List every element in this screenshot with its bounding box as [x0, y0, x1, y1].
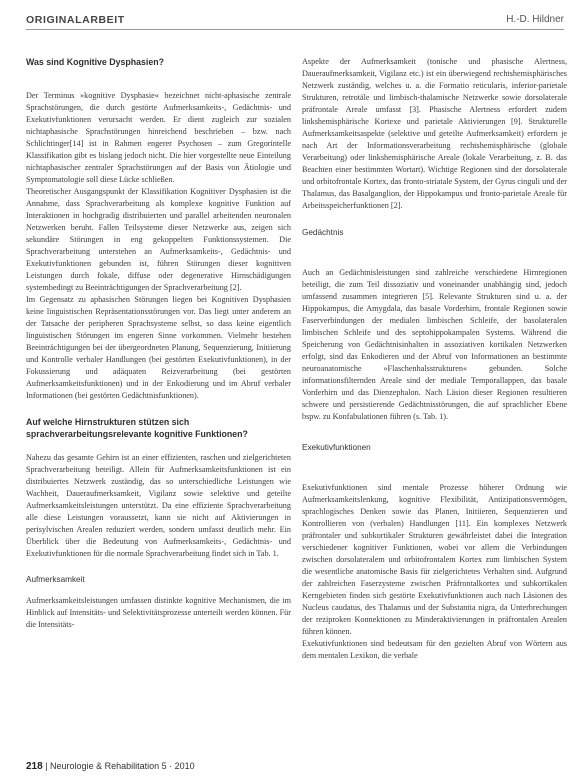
paragraph: Aufmerksamkeitsleistungen umfassen distinkte kognitive Mechanismen, die im Hinblick auf Intensitäts- und Selektivitätsprozesse unterteilt werden können. Für die Intensitäts- [26, 595, 291, 629]
paragraph: Theoretischer Ausgangspunkt der Klassifikation Kognitiver Dysphasien ist die Annahme, dass Sprachverarbeitung als komplexe kognitive Funktion auf Interaktionen in hochgradig distribuierten und parallel arbeitenden neuronalen Netzwerken beruht. Fallen Teilsysteme dieser Netzwerke aus, zeigen sich sekundäre Störungen in eng gekoppelten Funktionssystemen. Die Sprachverarbeitung unterstehen an Aufmerksamkeits-, Gedächtnis- und Exekutivfunktionen gebunden ist, führen Störungen dieser kognitiven Leistungen durch fokale, diffuse oder degenerative Hirnschädigungen systembedingt zu Beeinträchtigungen der Sprachverarbeitung [2]. [26, 186, 291, 292]
section-heading-cognitive-dysphasia: Was sind Kognitive Dysphasien? [26, 57, 165, 67]
paragraph: Der Terminus »kognitive Dysphasie« bezeichnet nicht-aphasische zentrale Sprachstörungen, die durch gestörte Aufmerksamkeits-, Gedächtnis- und Exekutivfunktionen verursacht werden. Er dient zugleich zur sozialen nichtaphasische Sprachstörungen hinreichend beschrieben – bzw. nach Schlichtinger[14] ist in Rahmen engerer Psychosen – zum Gregorintelle Klassifikation gibt es bislang jedoch nicht. Die hier vorgestellte neue Einteilung nichtaphasischer zentraler Sprachstörungen auf der Basis von Ätiologie und Symptomatologie soll diese Lücke schließen. [26, 90, 291, 184]
page-number: 218 [26, 761, 43, 772]
section-label: ORIGINALARBEIT [26, 14, 125, 26]
right-column [302, 56, 567, 662]
header-rule [26, 29, 564, 30]
paragraph: Aspekte der Aufmerksamkeit (tonische und phasische Alertness, Daueraufmerksamkeit, Vigilanz etc.) ist ein überwiegend rechtshemisphärisches Netzwerk zuständig, welches u. a. die Formatio reticularis, inferior-parietale Strukturen, retrotäle und limbisch-thalamische Netzwerke sowie dorsolaterale präfrontale Areale umfasst [3]. Phasische Alertness erfordert zudem linkshemisphärische Kortexe und parietale Aktivierungen [9]. Strukturelle Aufmerksamkeitsaspekte (selektive und geteilte Aufmerksamkeit) erfordern je nach Art der Informationsverarbeitung rechtshemisphärische (globale Verarbeitung) oder linkshemisphärische Areale (lokale Verarbeitung, z. B. das Beachten einer bestimmten Wortart). Wichtige Regionen sind der dorsolaterale und orbitofrontale Kortex, das fronto-striatale System, der Gyrus cinguli und der Thalamus, das Basalganglion, der Hippokampus und fronto-parietale Areale für Arbeitsspeicherfunktionen [2]. [302, 57, 567, 210]
paragraph: Nahezu das gesamte Gehirn ist an einer effizienten, raschen und zielgerichteten Sprachverarbeitung beteiligt. Allein für Aufmerksamkeitsfunktionen ist ein distribuiertes Netzwerk zuständig, das so unterschiedliche Leistungen wie Wachheit, Daueraufmerksamkeit, Vigilanz sowie selektive und geteilte Aufmerksamkeitsleistungen unterstützt. Da eine effiziente Sprachverarbeitung alle diese Leistungen voraussetzt, kann sie nicht auf Aktivierungen in perisylvischen Arealen reduziert werden, sondern umfasst deutlich mehr. Ein Überblick über die Bedeutung von Aufmerksamkeits-, Gedächtnis- und Exekutivfunktionen für die normale Sprachverarbeitung findet sich in Tab. 1. [26, 452, 291, 558]
paragraph: Exekutivfunktionen sind bedeutsam für den gezielten Abruf von Wörtern aus dem mentalen Lexikon, die verbale [302, 639, 567, 660]
page-footer [26, 761, 195, 772]
subheading-executive-functions: Exekutivfunktionen [302, 443, 371, 452]
running-author: H.-D. Hildner [506, 14, 564, 25]
subheading-memory: Gedächtnis [302, 228, 344, 237]
subheading-attention: Aufmerksamkeit [26, 574, 85, 584]
paragraph: Exekutivfunktionen sind mentale Prozesse höherer Ordnung wie Aufmerksamkeitslenkung, kognitive Flexibilität, Antizipationsvermögen, sprachlogisches Denken sowie das Planen, Initiieren, Sequenzieren und Kontrollieren von (verbalen) Handlungen [11]. Ein komplexes Netzwerk präfrontaler und subkortikaler Strukturen gewährleistet dabei die Integration verschiedener kognitiver Funktionen, wobei vor allem die Verbindungen zwischen dorsolateralem und orbitofrontalem Kortex zum limbischen System die wesentliche anatomische Basis für zielgerichtetes Verhalten sind. Aufgrund der zahlreichen Faserzysteme zwischen Präfrontalkortex und subkortikalen Kerngebieten finden sich gestörte Exekutivfunktionen auch nach Läsionen des Nucleus caudatus, des Thalamus und der Substantia nigra, da Unterbrechungen der reziproken Konnektionen zu Minderaktivierungen in präfrontalen Arealen führen können. [302, 483, 567, 636]
journal-name: | Neurologie & Rehabilitation 5 · 2010 [45, 761, 195, 771]
left-column [26, 56, 291, 631]
section-heading-brain-structures: Auf welche Hirnstrukturen stützen sich sprachverarbeitungsrelevante kognitive Funktionen? [26, 416, 248, 439]
paragraph: Auch an Gedächtnisleistungen sind zahlreiche verschiedene Hirnregionen beteiligt, die zum Teil dissoziativ und voneinander unabhängig sind, jedoch umfassend zusammen integrieren [5]. Relevante Strukturen sind u. a. der Hippokampus, die Amygdala, das basale Vorderhirn, frontale Regionen sowie Faserverbindungen der medialen limbischen Schleife, der basolateralen limbischen Schleife und des septohippokampalen Systems. Während die Speicherung von Gedächtnisinhalten in assoziativen kortikalen Netzwerken erfolgt, sind das Enkodieren und der Abruf von Informationen an bestimmte neuroanatomische »Flaschenhalsstrukturen« gebunden. Solche informationsfilternden Areale sind der mediale Temporallappen, das basale Vorderhirn und das Dienzephalon. Nach Läsion dieser Regionen resultieren schwere und persistierende Gedächtnisstörungen, die auf sprachlicher Ebene bspw. zu Konfabulationen führen (s. Tab. 1). [302, 268, 567, 421]
paragraph: Im Gegensatz zu aphasischen Störungen liegen bei Kognitiven Dysphasien keine linguistischen Repräsentationsstörungen vor. Das liegt unter anderem an der Tatsache der peripheren Sprachsysteme selbst, so dass keine eigentlich linguistischen Störungen im engeren Sinne vorkommen. Vielmehr bestehen Beeinträchtigungen bei der übergeordneten Planung, Sequenzierung, Initiierung und Kontrolle verbaler Handlungen (bei gestörten Exekutivfunktionen), in der Fokussierung und adäquaten Reizverarbeitung (bei gestörten Aufmerksamkeitsfunktionen) und in der Enkodierung und im Abruf verbaler Informationen (bei gestörten Gedächtnisfunktionen). [26, 294, 291, 400]
